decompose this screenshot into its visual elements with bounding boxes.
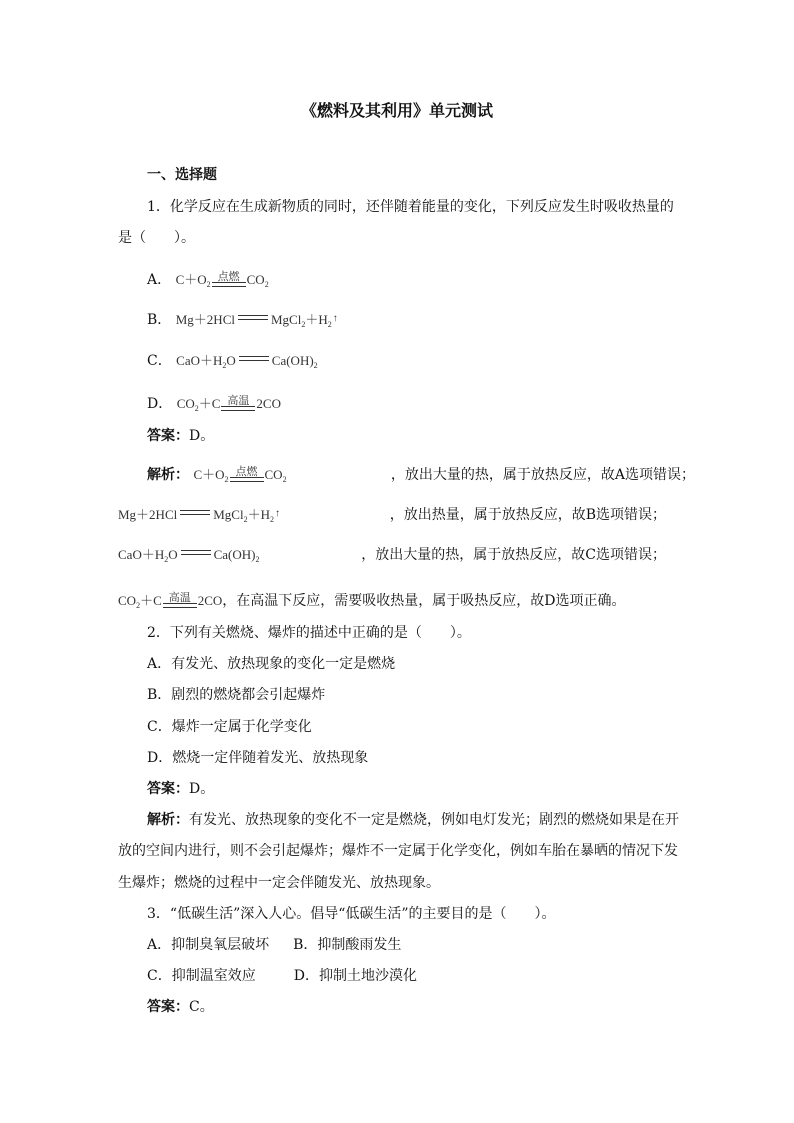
q2-stem: 2．下列有关燃烧、爆炸的描述中正确的是（ ）。 [147,625,471,641]
q3-options-row-2 [147,966,417,986]
q1-analysis-line-3: CaO＋H 2 O Ca(OH) 2 ，放出大量的热，属于放热反应，故C选项错误； [118,545,666,567]
q2-answer [147,779,214,799]
answer-label: 答案： [147,999,189,1015]
equation-c: CaO＋H 2 O Ca(OH) 2 [118,547,260,564]
q2-analysis-line-3: 生爆炸；燃烧的过程中一定会伴随发光、放热现象。 [118,875,440,891]
q1-option-b [147,310,338,332]
analysis-label: 解析： [147,812,189,828]
q3-option-b: B．抑制酸雨发生 [293,937,402,953]
answer-value: D。 [189,428,215,444]
q3-option-a: A．抑制臭氧层破坏 [147,937,270,953]
answer-label: 答案： [147,428,189,444]
equation-d: CO 2 ＋C 高温 2CO [176,394,281,413]
option-letter: A． [147,272,172,288]
q2-option-b: B．剧烈的燃烧都会引起爆炸 [147,687,326,703]
q3-option-d: D．抑制土地沙漠化 [293,968,417,984]
q3-stem: 3．“低碳生活”深入人心。倡导“低碳生活”的主要目的是（ ）。 [147,906,556,922]
reaction-condition: 高温 [221,395,255,411]
option-letter: C． [147,353,172,369]
gas-arrow-icon: ↑ [274,508,280,519]
q2-analysis-line-1: 解析：有发光、放热现象的变化不一定是燃烧，例如电灯发光；剧烈的燃烧如果是在开 [147,812,679,828]
q1-stem-line-1: 1．化学反应在生成新物质的同时，还伴随着能量的变化，下列反应发生时吸收热量的 [147,199,674,215]
equation-c: CaO＋H 2 O Ca(OH) 2 [176,353,318,370]
equation-b: Mg＋2HCl MgCl 2 ＋H 2 ↑ [176,310,338,332]
option-letter: D． [147,396,173,412]
q1-analysis-line-1: 解析： C＋O 2 点燃 CO 2 ，放出大量的热，属于放热反应，故A选项错误； [147,465,695,487]
q1-answer [147,426,214,446]
q1-option-c [147,351,318,373]
analysis-label: 解析： [147,467,189,483]
q1-analysis-line-2: Mg＋2HCl MgCl 2 ＋H 2 ↑ ，放出热量，属于放热反应，故B选项错误； [118,505,666,527]
q2-analysis-line-2: 放的空间内进行，则不会引起爆炸；爆炸不一定属于化学变化，例如车胎在暴晒的情况下发 [118,843,678,859]
gas-arrow-icon: ↑ [332,313,338,324]
q1-stem-line-2: 是（ ）。 [118,230,195,246]
q2-option-d: D．燃烧一定伴随着发光、放热现象 [147,750,369,766]
q2-option-c: C．爆炸一定属于化学变化 [147,719,312,735]
equation-b: Mg＋2HCl MgCl 2 ＋H 2 ↑ [118,505,280,527]
equation-a: C＋O 2 点燃 CO 2 [175,270,269,289]
q3-options-row-1 [147,935,401,955]
equation-a: C＋O 2 点燃 CO 2 [193,465,287,484]
answer-value: C。 [189,999,214,1015]
q1-option-a [147,270,269,292]
q1-analysis-line-4: CO 2 ＋C 高温 2CO ，在高温下反应，需要吸收热量，属于吸热反应，故D选项正确。 [118,591,626,613]
reaction-condition: 点燃 [212,271,246,287]
section-heading: 一、选择题 [147,167,217,183]
answer-label: 答案： [147,781,189,797]
answer-value: D。 [189,781,215,797]
page-title: 《燃料及其利用》单元测试 [300,101,493,120]
q3-option-c: C．抑制温室效应 [147,968,256,984]
q1-option-d [147,394,281,416]
q3-answer [147,997,214,1017]
option-letter: B． [147,312,172,328]
equation-d: CO 2 ＋C 高温 2CO [118,591,223,610]
q2-option-a: A．有发光、放热现象的变化一定是燃烧 [147,656,396,672]
